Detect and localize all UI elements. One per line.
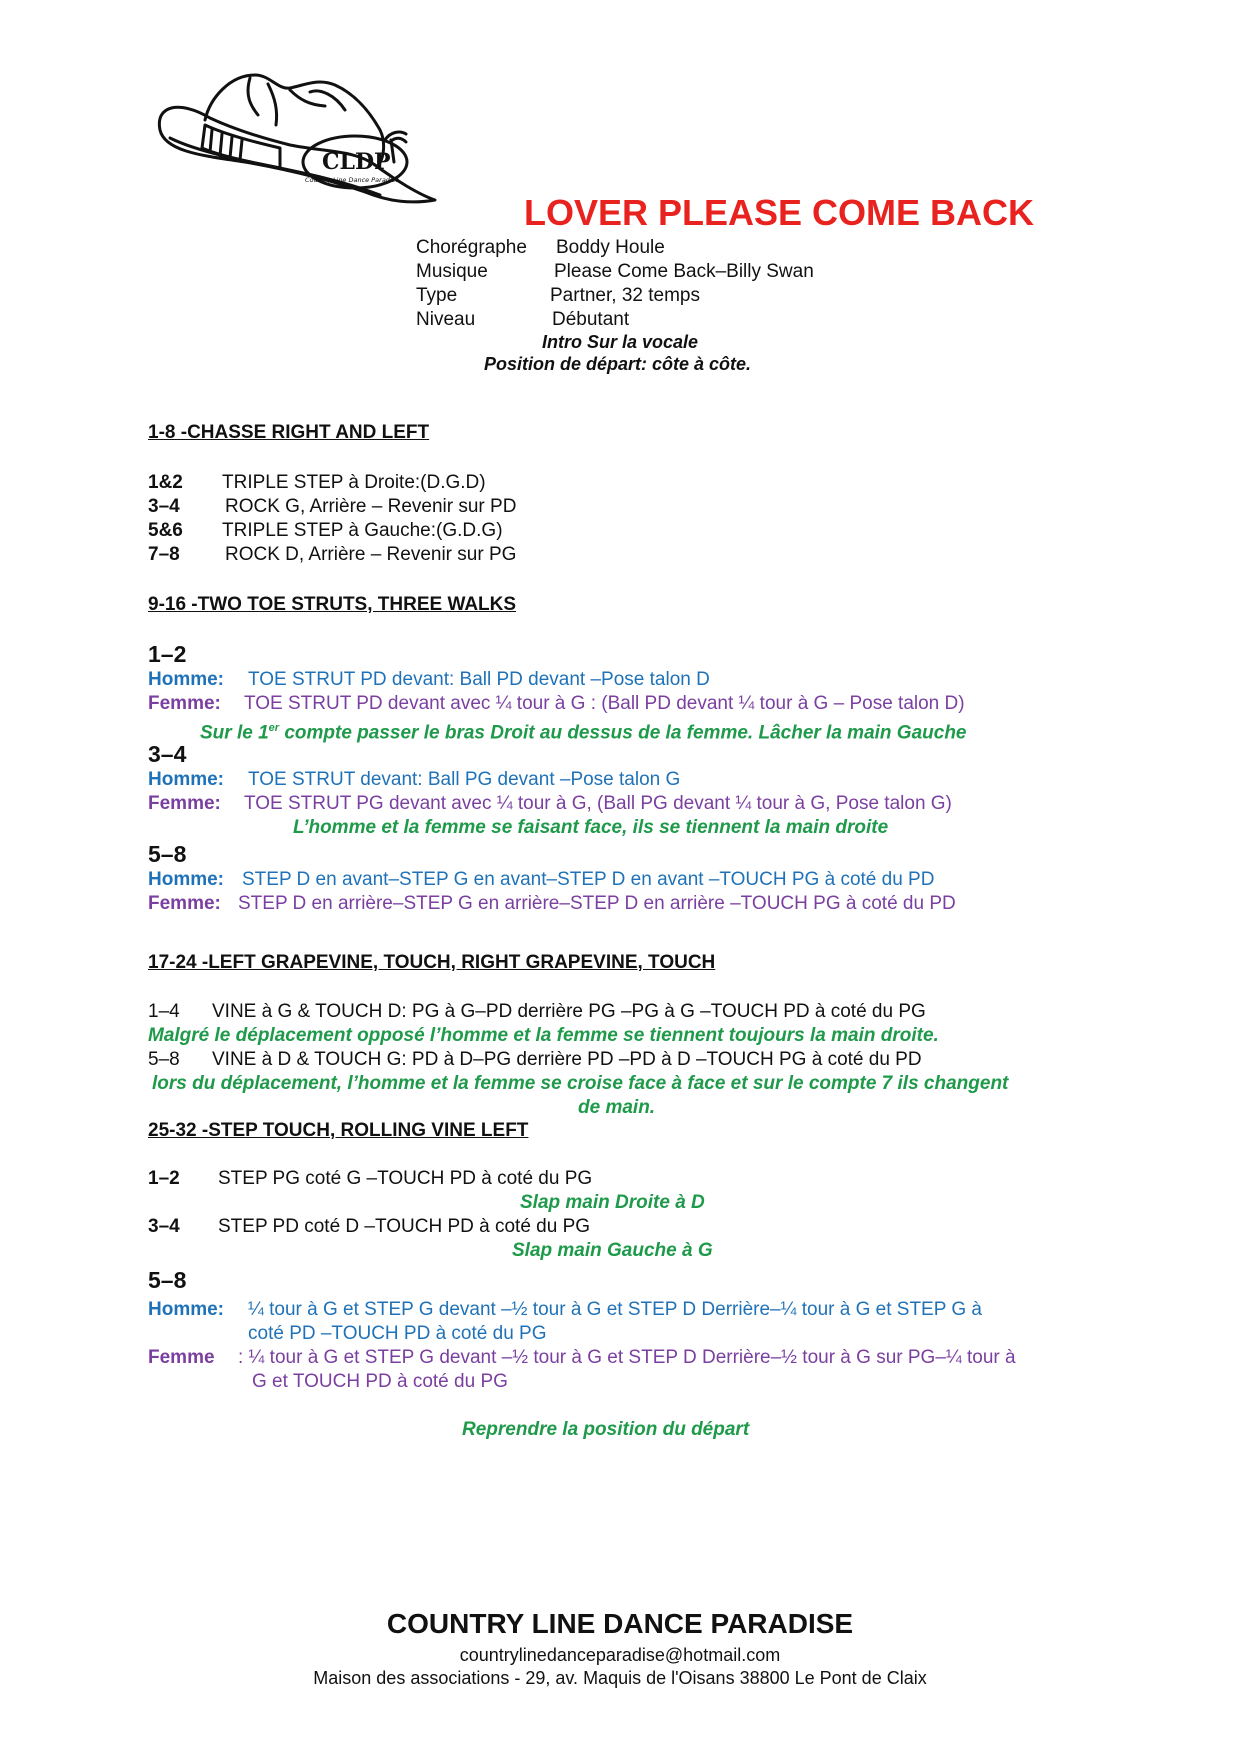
svg-text:CLDP: CLDP (322, 149, 391, 175)
cowboy-hat-icon (150, 70, 440, 210)
step-text: STEP PD coté D –TOUCH PD à coté du PG (218, 1216, 591, 1237)
femme-step: G et TOUCH PD à coté du PG (252, 1371, 508, 1392)
femme-step: STEP D en arrière–STEP G en arrière–STEP D en arrière –TOUCH PG à coté du PD (238, 893, 956, 914)
homme-label: Homme: (148, 669, 225, 690)
step-count: 1&2 (148, 472, 183, 493)
femme-step: TOE STRUT PD devant avec ¼ tour à G : (Ball PD devant ¼ tour à G – Pose talon D) (244, 693, 965, 714)
footer-address: Maison des associations - 29, av. Maquis de l'Oisans 38800 Le Pont de Claix (313, 1668, 927, 1688)
slap-note: Slap main Gauche à G (512, 1240, 713, 1261)
homme-step: TOE STRUT PD devant: Ball PD devant –Pose talon D (248, 669, 710, 690)
step-text: ROCK D, Arrière – Revenir sur PG (225, 544, 517, 565)
step-text: VINE à D & TOUCH G: PD à D–PG derrière PD –PD à D –TOUCH PG à coté du PD (212, 1049, 922, 1070)
homme-step: ¼ tour à G et STEP G devant –½ tour à G et STEP D Derrière–¼ tour à G et STEP G à (248, 1299, 982, 1320)
info-label-choreographer: Chorégraphe (416, 237, 527, 258)
note-text: Sur le 1 (200, 722, 269, 744)
step-text: TRIPLE STEP à Gauche:(G.D.G) (222, 520, 503, 541)
femme-label: Femme: (148, 693, 221, 714)
start-position-note: Position de départ: côte à côte. (484, 354, 752, 374)
intro-note: Intro Sur la vocale (542, 332, 699, 352)
step-count: 5&6 (148, 520, 183, 541)
info-value-choreographer: Boddy Houle (556, 237, 665, 258)
partner-note: lors du déplacement, l’homme et la femme se croise face à face et sur le compte 7 ils changent (152, 1073, 1009, 1094)
final-note: Reprendre la position du départ (462, 1419, 750, 1440)
section-heading-9-16: 9-16 -TWO TOE STRUTS, THREE WALKS (148, 594, 517, 615)
info-label-type: Type (416, 285, 458, 306)
partner-note: Malgré le déplacement opposé l’homme et la femme se tiennent toujours la main droite. (148, 1025, 939, 1046)
femme-label: Femme (148, 1347, 215, 1368)
count-label: 5–8 (148, 1267, 187, 1293)
partner-note: L’homme et la femme se faisant face, ils se tiennent la main droite (293, 817, 889, 838)
step-count: 1–4 (148, 1001, 180, 1022)
info-value-music: Please Come Back–Billy Swan (554, 261, 814, 282)
footer-organization-name: COUNTRY LINE DANCE PARADISE (386, 1608, 854, 1639)
info-value-level: Débutant (552, 309, 630, 330)
note-text: compte passer le bras Droit au dessus de la femme. Lâcher la main Gauche (279, 722, 967, 744)
homme-label: Homme: (148, 1299, 225, 1320)
femme-step: : ¼ tour à G et STEP G devant –½ tour à G et STEP D Derrière–½ tour à G sur PG–¼ tour à (238, 1347, 1016, 1368)
footer-email: countrylinedanceparadise@hotmail.com (459, 1645, 781, 1665)
femme-label: Femme: (148, 793, 221, 814)
page-title: LOVER PLEASE COME BACK (524, 192, 1035, 233)
section-heading-17-24: 17-24 -LEFT GRAPEVINE, TOUCH, RIGHT GRAPEVINE, TOUCH (148, 952, 716, 973)
homme-step: STEP D en avant–STEP G en avant–STEP D en avant –TOUCH PG à coté du PD (242, 869, 935, 890)
slap-note: Slap main Droite à D (520, 1192, 705, 1213)
partner-note (200, 716, 967, 745)
homme-label: Homme: (148, 769, 225, 790)
logo (150, 70, 440, 210)
section-heading-1-8: 1-8 -CHASSE RIGHT AND LEFT (148, 422, 430, 443)
info-value-type: Partner, 32 temps (550, 285, 700, 306)
note-superscript: er (268, 722, 280, 734)
step-count: 3–4 (148, 1216, 180, 1237)
info-label-music: Musique (416, 261, 488, 282)
step-text: STEP PG coté G –TOUCH PD à coté du PG (218, 1168, 593, 1189)
step-count: 5–8 (148, 1049, 180, 1070)
step-count: 3–4 (148, 496, 180, 517)
section-heading-25-32: 25-32 -STEP TOUCH, ROLLING VINE LEFT (148, 1120, 529, 1141)
info-label-level: Niveau (416, 309, 476, 330)
femme-label: Femme: (148, 893, 221, 914)
step-count: 1–2 (148, 1168, 180, 1189)
count-label: 1–2 (148, 641, 187, 667)
homme-step: TOE STRUT devant: Ball PG devant –Pose talon G (248, 769, 681, 790)
step-text: TRIPLE STEP à Droite:(D.G.D) (222, 472, 486, 493)
partner-note: de main. (578, 1097, 656, 1118)
homme-label: Homme: (148, 869, 225, 890)
count-label: 5–8 (148, 841, 187, 867)
femme-step: TOE STRUT PG devant avec ¼ tour à G, (Ball PG devant ¼ tour à G, Pose talon G) (244, 793, 952, 814)
step-count: 7–8 (148, 544, 180, 565)
step-text: VINE à G & TOUCH D: PG à G–PD derrière PG –PG à G –TOUCH PD à coté du PG (212, 1001, 926, 1022)
svg-text:Country Line Dance Paradise: Country Line Dance Paradise (305, 176, 400, 184)
step-text: ROCK G, Arrière – Revenir sur PD (225, 496, 517, 517)
count-label: 3–4 (148, 741, 187, 767)
homme-step: coté PD –TOUCH PD à coté du PG (248, 1323, 547, 1344)
